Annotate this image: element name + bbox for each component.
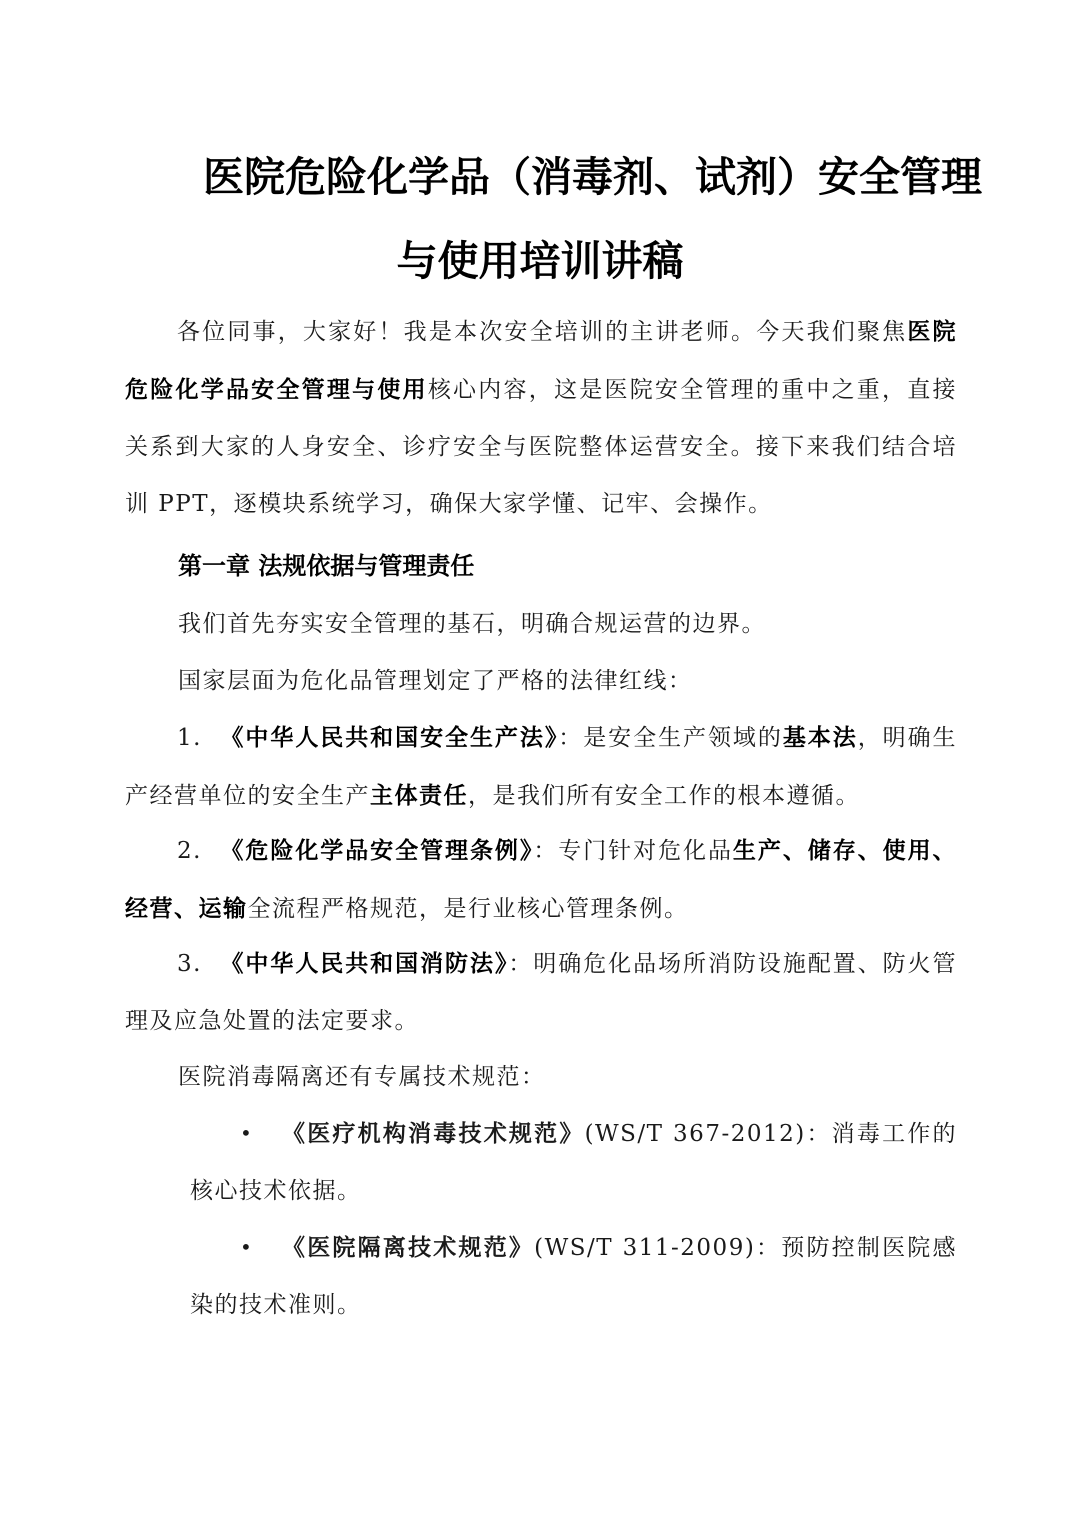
standard-1-desc: ：消毒工作的核心技术依据。	[190, 1121, 958, 1204]
standard-2-name: 《医院隔离技术规范》	[282, 1234, 535, 1261]
law-item-1	[125, 709, 957, 825]
intro-paragraph	[125, 303, 957, 533]
law-1-text-2: ，明确生产经营单位的安全生产	[125, 725, 958, 809]
chapter-1-heading: 第一章 法规依据与管理责任	[178, 552, 475, 580]
law-2-text-1: ：专门针对危化品	[533, 838, 733, 864]
standard-item-2	[190, 1219, 957, 1334]
law-2-number: 2.	[177, 838, 202, 864]
law-1-bold-1: 基本法	[782, 724, 858, 751]
law-3-name: 《中华人民共和国消防法》	[220, 950, 509, 977]
national-laws-intro: 国家层面为危化品管理划定了严格的法律红线：	[178, 668, 693, 694]
law-2-name: 《危险化学品安全管理条例》	[220, 837, 534, 864]
intro-bold-topic: 医院危险化学品安全管理与使用	[125, 318, 958, 403]
standard-1-code: (WS/T 367-2012)	[584, 1121, 806, 1147]
law-1-text-3: ，是我们所有安全工作的根本遵循。	[468, 783, 860, 809]
bullet-icon: •	[240, 1235, 254, 1259]
law-1-number: 1.	[177, 725, 202, 751]
law-item-3	[125, 935, 957, 1050]
law-1-text-1: ：是安全生产领域的	[558, 725, 783, 751]
law-1-bold-2: 主体责任	[370, 782, 468, 809]
document-title-line-2: 与使用培训讲稿	[396, 237, 684, 285]
bullet-icon: •	[240, 1121, 254, 1145]
tech-standards-intro: 医院消毒隔离还有专属技术规范：	[178, 1064, 546, 1090]
law-1-name: 《中华人民共和国安全生产法》	[220, 724, 559, 751]
law-2-bold-1: 生产、储存、使用、经营、运输	[125, 837, 958, 922]
law-3-number: 3.	[177, 951, 202, 977]
standard-1-name: 《医疗机构消毒技术规范》	[282, 1120, 585, 1147]
standard-2-desc: ：预防控制医院感染的技术准则。	[190, 1235, 958, 1318]
law-2-text-2: 全流程严格规范，是行业核心管理条例。	[247, 896, 689, 922]
intro-text-2: 核心内容，这是医院安全管理的重中之重，直接关系到大家的人身安全、诊疗安全与医院整体运营安全。接下来我们结合培训 PPT，逐模块系统学习，确保大家学懂、记牢、会操作。	[125, 377, 957, 517]
standard-item-1	[190, 1105, 957, 1220]
standard-2-code: (WS/T 311-2009)	[534, 1235, 756, 1261]
document-title-line-1: 医院危险化学品（消毒剂、试剂）安全管理	[203, 153, 982, 201]
law-item-2	[125, 822, 957, 938]
intro-text-1: 各位同事，大家好！我是本次安全培训的主讲老师。今天我们聚焦	[177, 319, 908, 345]
chapter-1-lead: 我们首先夯实安全管理的基石，明确合规运营的边界。	[178, 611, 766, 637]
law-3-text-1: ：明确危化品场所消防设施配置、防火管理及应急处置的法定要求。	[125, 951, 958, 1034]
